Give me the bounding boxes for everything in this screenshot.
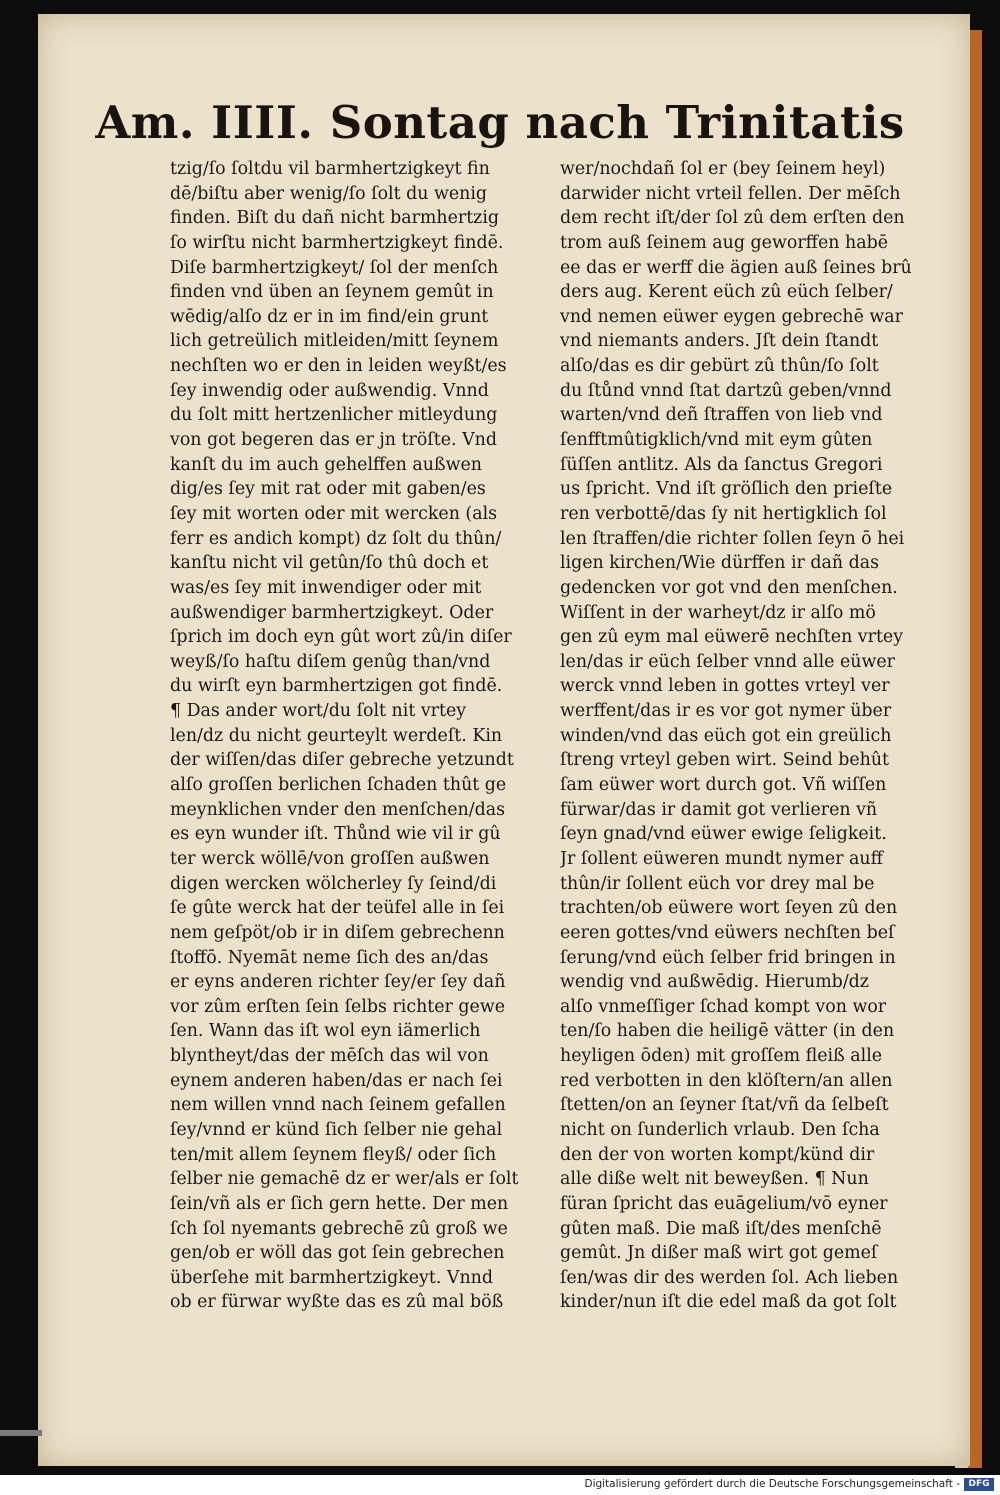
text-line: alle diße welt nit beweyßen. ¶ Nun (560, 1169, 869, 1190)
text-line: alſo groſſen berlichen ſchaden thût ge (170, 775, 507, 796)
text-line: weyß/ſo haſtu diſem genûg than/vnd (170, 651, 491, 672)
text-line: überſehe mit barmhertzigkeyt. Vnnd (170, 1267, 494, 1288)
text-line: nem geſpöt/ob ir in diſem gebrechenn (170, 922, 505, 943)
text-line: ferr es andich kompt) dz ſolt du thûn/ (170, 528, 502, 549)
text-line: len ſtraffen/die richter ſollen ſeyn ō hei (560, 528, 905, 549)
text-line: den der von worten kompt/künd dir (560, 1144, 875, 1165)
page-edge-colored (968, 30, 982, 1468)
text-line: vnd niemants anders. Jſt dein ſtandt (560, 331, 879, 352)
text-line: nem willen vnnd nach ſeinem gefallen (170, 1095, 506, 1116)
text-line: dig/es ſey mit rat oder mit gaben/es (170, 479, 486, 500)
text-line: ſein/vñ als er ſich gern hette. Der men (170, 1193, 509, 1214)
text-line: ſtetten/on an ſeyner ſtat/vñ da ſelbeſt (560, 1095, 889, 1116)
text-line: ſen/was dir des werden ſol. Ach lieben (560, 1267, 899, 1288)
text-line: nechſten wo er den in leiden weyßt/es (170, 356, 507, 377)
text-line: fürwar/das ir damit got verlieren vñ (560, 799, 878, 820)
text-line: was/es ſey mit inwendiger oder mit (170, 577, 482, 598)
text-line: blyntheyt/das der mēſch das wil von (170, 1046, 489, 1067)
text-line: warten/vnd deñ ſtraffen von lieb vnd (560, 405, 883, 426)
text-line: kanſt du im auch gehelffen außwen (170, 454, 482, 475)
text-line: Wiſſent in der warheyt/dz ir alſo mö (560, 602, 876, 623)
text-line: len/das ir eüch ſelber vnnd alle eüwer (560, 651, 895, 672)
text-line: gûten maß. Die maß iſt/des menſchē (560, 1218, 882, 1239)
text-line: ſeyn gnad/vnd eüwer ewige ſeligkeit. (560, 824, 887, 845)
text-line: werffent/das ir es vor got nymer über (560, 701, 892, 722)
text-line: heyligen ōden) mit groſſem fleiß alle (560, 1046, 883, 1067)
text-line: wer/nochdañ ſol er (bey ſeinem heyl) (560, 159, 886, 179)
text-line: ſey/vnnd er künd ſich ſelber nie gehal (170, 1119, 503, 1140)
text-line: ligen kirchen/Wie dürffen ir dañ das (560, 553, 880, 574)
text-line: ſelber nie gemachē dz er wer/als er ſolt (170, 1169, 519, 1190)
text-line: gen/ob er wöll das got ſein gebrechen (170, 1243, 505, 1264)
text-line: thûn/ir ſollent eüch vor drey mal be (560, 873, 875, 894)
text-line: ſam eüwer wort durch got. Vñ wiſſen (560, 775, 887, 796)
text-line: von got begeren das er jn tröſte. Vnd (170, 430, 497, 451)
text-line: gen zû eym mal eüwerē nechſten vrtey (560, 627, 904, 648)
text-line: alſo/das es dir gebürt zû thûn/ſo ſolt (560, 356, 879, 377)
text-line: ſen. Wann das iſt wol eyn iämerlich (170, 1021, 481, 1042)
text-line: ten/mit allem ſeynem fleyß/ oder ſich (170, 1144, 497, 1165)
text-line: ſprich im doch eyn gût wort zû/in diſer (170, 627, 512, 648)
text-line: du ſtůnd vnnd ſtat dartzû geben/vnnd (560, 380, 892, 401)
text-line: wendig vnd außwēdig. Hierumb/dz (560, 972, 869, 993)
text-line: ſenfftmûtigklich/vnd mit eym gûten (560, 430, 873, 451)
text-line: Jr ſollent eüweren mundt nymer auff (560, 848, 883, 869)
text-line: ¶ Das ander wort/du ſolt nit vrtey (170, 701, 467, 722)
text-line: ſe gûte werck hat der teüfel alle in ſei (170, 898, 505, 919)
text-line: finden vnd üben an ſeynem gemût in (170, 282, 494, 303)
text-line: us ſpricht. Vnd iſt gröſlich den prieſte (560, 479, 893, 500)
text-line: darwider nicht vrteil fellen. Der mēſch (560, 183, 901, 204)
text-line: es eyn wunder iſt. Thůnd wie vil ir gû (170, 824, 501, 845)
text-column-left (170, 157, 545, 1315)
text-line: ren verbottē/das ſy nit hertigklich ſol (560, 503, 887, 524)
text-line: werck vnnd leben in gottes vrteyl ver (560, 676, 890, 697)
text-line: alſo vnmeſſiger ſchad kompt von wor (560, 996, 887, 1017)
text-line: lich getreülich mitleiden/mitt ſeynem (170, 331, 499, 352)
text-line: trachten/ob eüwere wort ſeyen zû den (560, 898, 898, 919)
text-line: du wirſt eyn barmhertzigen got findē. (170, 676, 503, 697)
text-line: trom auß ſeinem aug geworffen habē (560, 232, 888, 253)
text-line: ſey inwendig oder außwendig. Vnnd (170, 380, 489, 401)
text-line: len/dz du nicht geurteylt werdeſt. Kin (170, 725, 503, 746)
text-line: ſerung/vnd eüch ſelber frid bringen in (560, 947, 896, 968)
text-line: dem recht iſt/der ſol zû dem erſten den (560, 208, 905, 229)
text-line: ſtreng vrteyl geben wirt. Seind behût (560, 750, 890, 771)
text-line: winden/vnd das eüch got ein greülich (560, 725, 892, 746)
text-line: vor zûm erſten ſein ſelbs richter gewe (170, 996, 505, 1017)
page-heading: Am. IIII. Sontag nach Trinitatis (95, 96, 905, 149)
text-line: kinder/nun iſt die edel maß da got ſolt (560, 1292, 897, 1313)
text-line: red verbotten in den klöſtern/an allen (560, 1070, 893, 1091)
text-line: eeren gottes/vnd eüwers nechſten beſ (560, 922, 895, 943)
text-line: er eyns anderen richter ſey/er ſey dañ (170, 972, 506, 993)
text-line: gedencken vor got vnd den menſchen. (560, 577, 898, 598)
text-line: ſch ſol nyemants gebrechē zû groß we (170, 1218, 508, 1239)
text-line: ſo wirſtu nicht barmhertzigkeyt findē. (170, 232, 504, 253)
text-line: tzig/ſo ſoltdu vil barmhertzigkeyt fin (170, 159, 490, 179)
funding-credit: Digitalisierung gefördert durch die Deutsche Forschungsgemeinschaft - (584, 1478, 960, 1490)
text-line: der wiſſen/das diſer gebreche yetzundt (170, 750, 514, 771)
scan-ruler (0, 1430, 42, 1436)
text-line: ſüſſen antlitz. Als da ſanctus Gregori (560, 454, 883, 475)
text-line: Diſe barmhertzigkeyt/ ſol der menſch (170, 257, 499, 278)
footer-bar (0, 1475, 1000, 1495)
text-line: ter werck wöllē/von groſſen außwen (170, 848, 490, 869)
text-line: ob er fürwar wyßte das es zû mal böß (170, 1292, 504, 1313)
text-column-right (560, 157, 935, 1315)
text-line: ten/ſo haben die heiligē vätter (in den (560, 1021, 895, 1042)
text-line: du ſolt mitt hertzenlicher mitleydung (170, 405, 498, 426)
text-line: ders aug. Kerent eüch zû eüch ſelber/ (560, 282, 893, 303)
dfg-logo: DFG (964, 1478, 994, 1491)
text-line: ſtoffō. Nyemāt neme ſich des an/das (170, 947, 489, 968)
text-line: meynklichen vnder den menſchen/das (170, 799, 506, 820)
text-line: gemût. Jn dißer maß wirt got gemeſ (560, 1243, 878, 1264)
text-line: nicht on ſunderlich vrlaub. Den ſcha (560, 1119, 880, 1140)
text-line: eynem anderen haben/das er nach ſei (170, 1070, 503, 1091)
text-line: ſey mit worten oder mit wercken (als (170, 503, 498, 524)
text-line: finden. Biſt du dañ nicht barmhertzig (170, 208, 500, 229)
text-line: digen wercken wölcherley ſy ſeind/di (170, 873, 497, 894)
text-line: dē/biſtu aber wenig/ſo ſolt du wenig (170, 183, 488, 204)
text-line: wēdig/alſo dz er in im find/ein grunt (170, 306, 489, 327)
text-line: kanſtu nicht vil getûn/ſo thû doch et (170, 553, 489, 574)
text-line: füran ſpricht das euāgelium/vō eyner (560, 1193, 888, 1214)
text-line: außwendiger barmhertzigkeyt. Oder (170, 602, 494, 623)
text-line: ee das er werff die ägien auß ſeines brû (560, 257, 912, 278)
text-line: vnd nemen eüwer eygen gebrechē war (560, 306, 903, 327)
